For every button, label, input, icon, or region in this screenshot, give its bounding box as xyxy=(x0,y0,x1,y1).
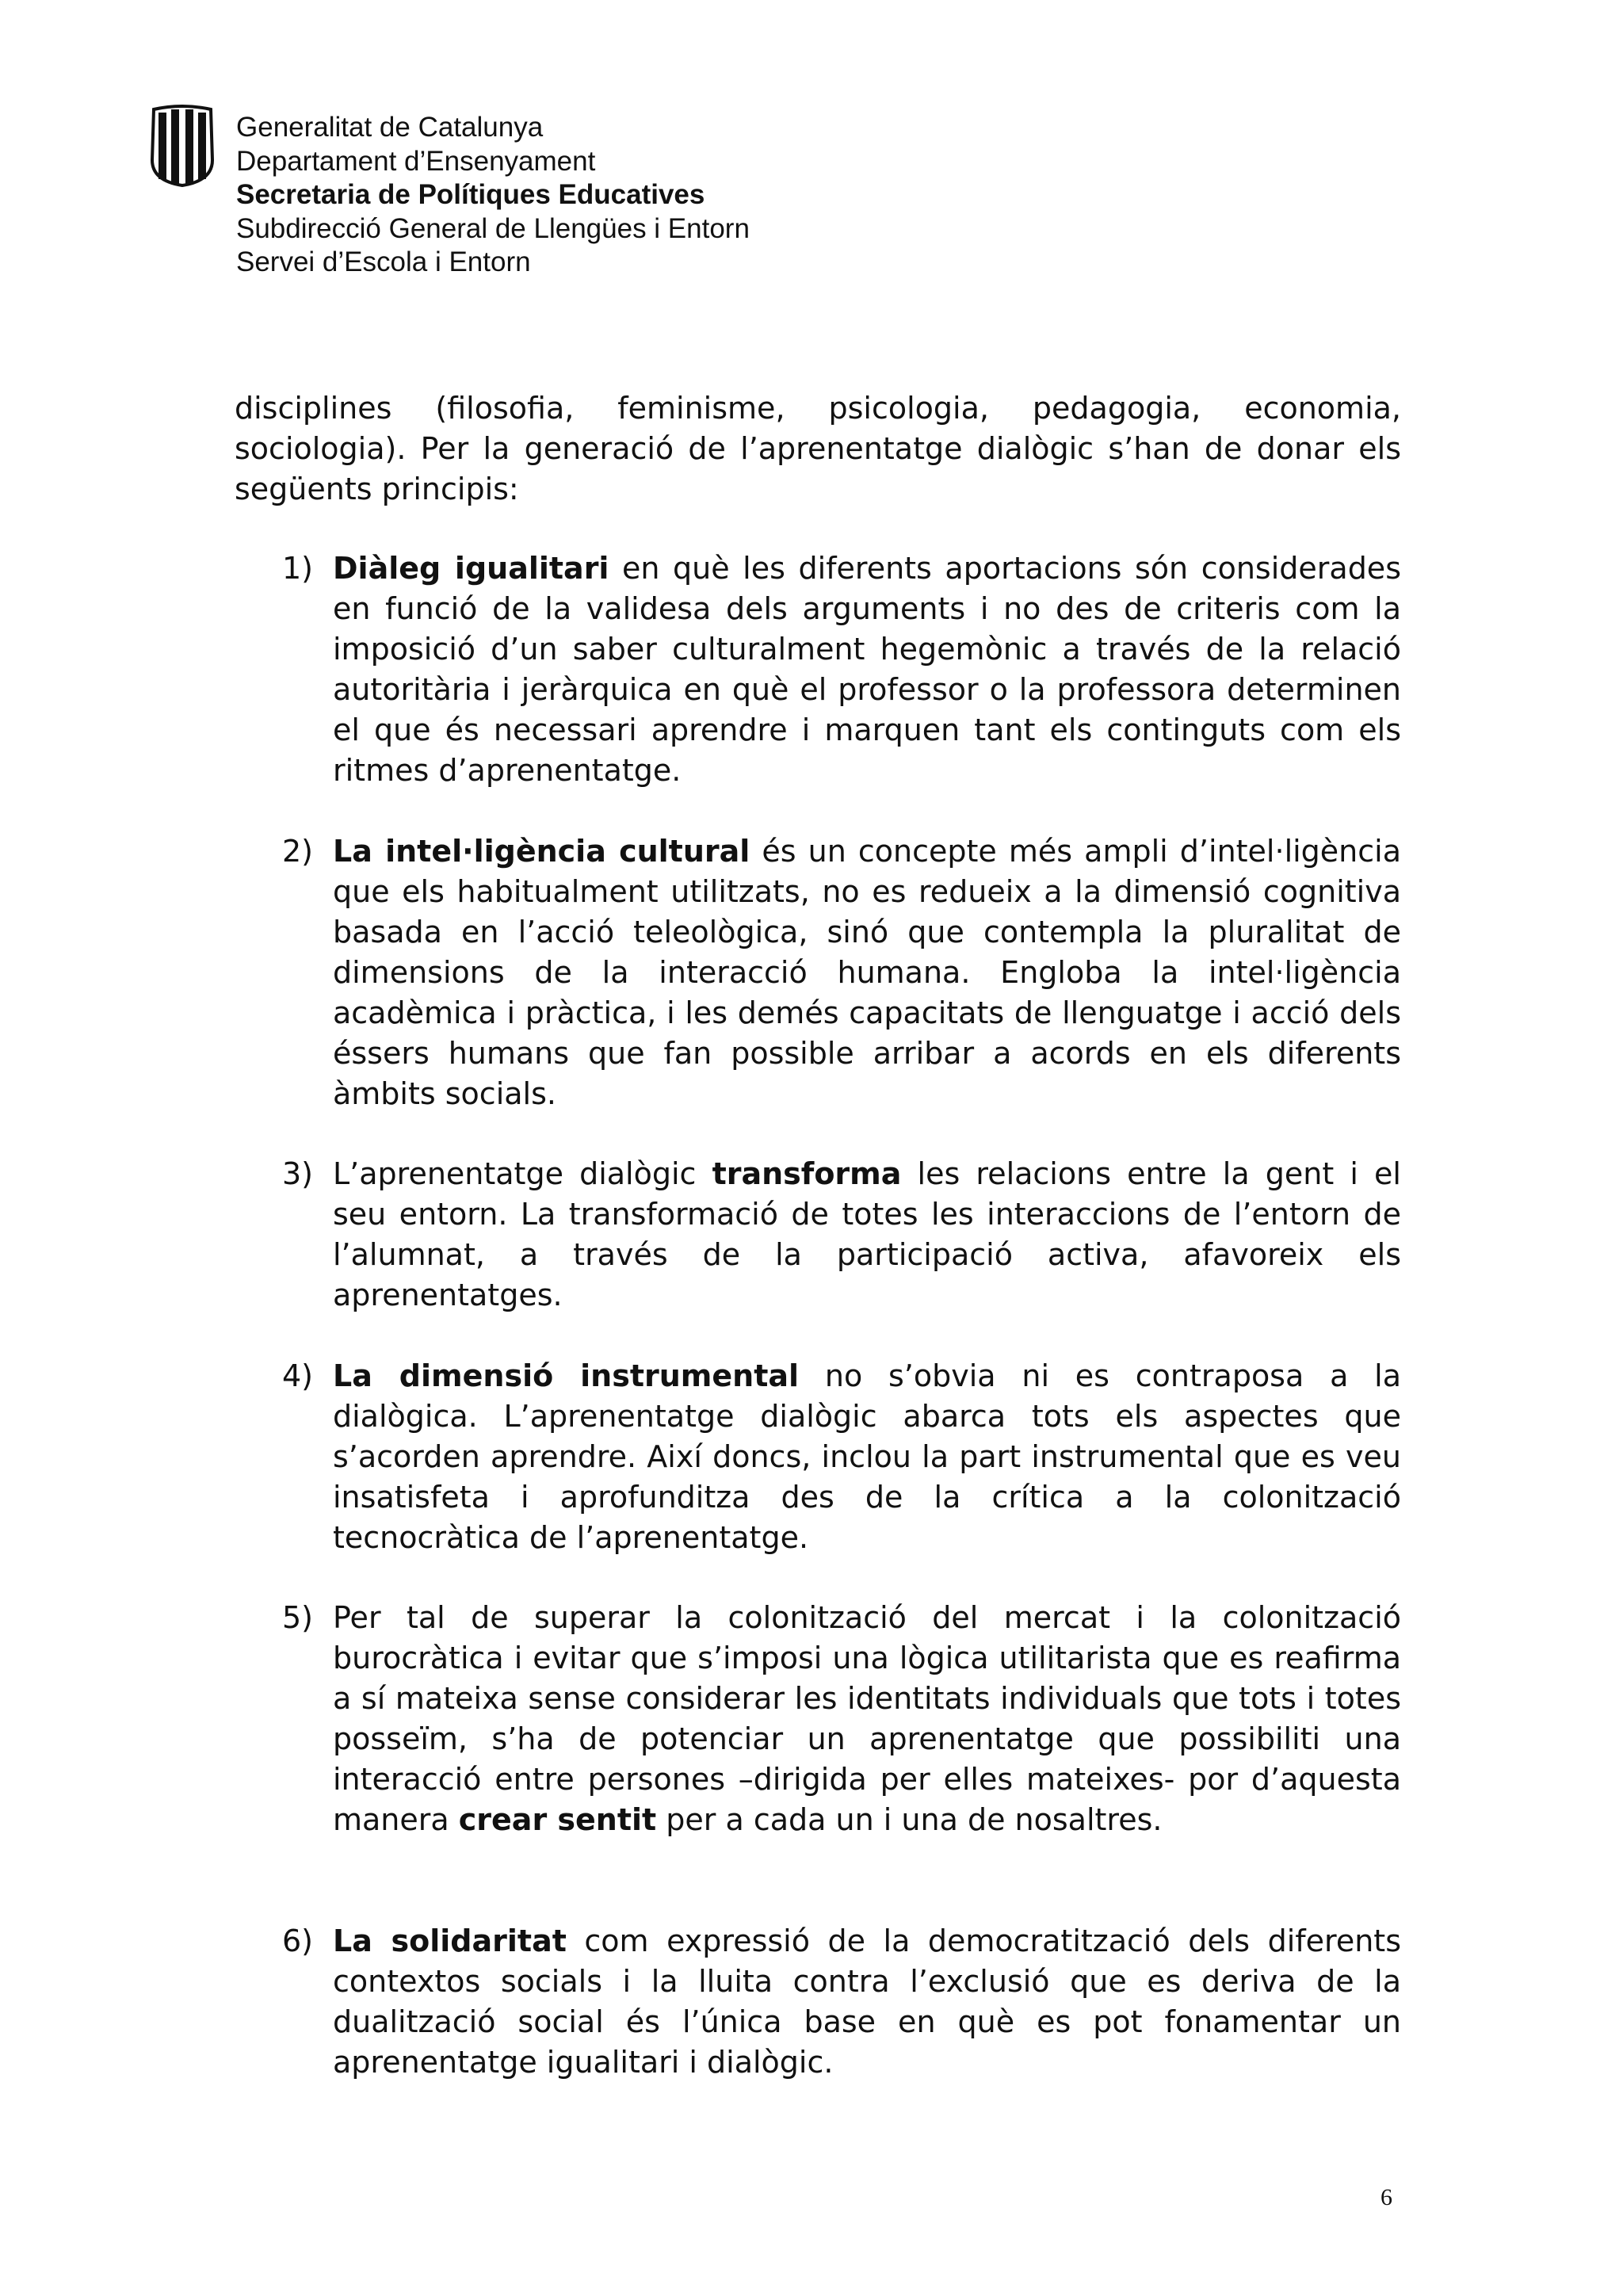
list-item xyxy=(282,1154,1401,1316)
key-term: La solidaritat xyxy=(333,1924,567,1958)
key-term: transforma xyxy=(712,1156,902,1191)
list-item xyxy=(282,1598,1401,1840)
list-item-text: La intel·ligència cultural és un concepte més ampli d’intel·ligència que els habitualment utilitzats, no es redueix a la dimensió cognitiva basada en l’acció teleològica, sinó que contempla la pluralitat de dimensions de la interacció humana. Engloba la intel·ligència acadèmica i pràctica, i les demés capacitats de llenguatge i acció dels éssers humans que fan possible arribar a acords en els diferents àmbits socials. xyxy=(333,834,1401,1111)
key-term: crear sentit xyxy=(458,1802,657,1837)
list-item xyxy=(282,831,1401,1114)
intro-paragraph: disciplines (filosofia, feminisme, psicologia, pedagogia, economia, sociologia). Per la generació de l’aprenentatge dialògic s’han de donar els següents principis: xyxy=(235,391,1401,506)
list-item-number: 1) xyxy=(282,551,314,586)
list-item xyxy=(282,548,1401,791)
list-item-text: La dimensió instrumental no s’obvia ni es contraposa a la dialògica. L’aprenentatge dialògic abarca tots els aspectes que s’acorden aprendre. Així doncs, inclou la part instrumental que es veu insatisfeta i aprofunditza des de la crítica a la colonització tecnocràtica de l’aprenentatge. xyxy=(333,1358,1401,1555)
header-line-institution: Generalitat de Catalunya xyxy=(236,112,544,143)
key-term: Diàleg igualitari xyxy=(333,551,609,586)
key-term: La dimensió instrumental xyxy=(333,1358,800,1393)
header-line-service: Servei d’Escola i Entorn xyxy=(236,246,531,277)
list-item xyxy=(282,1921,1401,2083)
list-item-number: 4) xyxy=(282,1358,314,1393)
header-line-subdirectorate: Subdirecció General de Llengües i Entorn xyxy=(236,212,750,244)
list-item-text: Per tal de superar la colonització del mercat i la colonització burocràtica i evitar que s’imposi una lògica utilitarista que es reafirma a sí mateixa sense considerar les identitats individuals que tots i totes posseïm, s’ha de potenciar un aprenentatge que possibiliti una interacció entre persones –dirigida per elles mateixes- por d’aquesta manera crear sentit per a cada un i una de nosaltres. xyxy=(333,1600,1401,1837)
list-item-text: Diàleg igualitari en què les diferents aportacions són considerades en funció de la validesa dels arguments i no des de criteris com la imposició d’un saber culturalment hegemònic a través de la relació autoritària i jeràrquica en què el professor o la professora determinen el que és necessari aprendre i marquen tant els continguts com els ritmes d’aprenentatge. xyxy=(333,551,1401,788)
list-item xyxy=(282,1356,1401,1558)
list-item-text: L’aprenentatge dialògic transforma les relacions entre la gent i el seu entorn. La transformació de totes les interaccions de l’entorn de l’alumnat, a través de la participació activa, afavoreix els aprenentatges. xyxy=(333,1156,1401,1312)
header-line-department: Departament d’Ensenyament xyxy=(236,145,596,177)
list-item-number: 3) xyxy=(282,1156,314,1191)
generalitat-emblem-icon xyxy=(147,105,217,187)
page-number: 6 xyxy=(1381,2184,1392,2210)
list-item-number: 6) xyxy=(282,1924,314,1958)
list-item-text: La solidaritat com expressió de la democratització dels diferents contextos socials i la lluita contra l’exclusió que es deriva de la dualització social és l’única base en què es pot fonamentar un aprenentatge igualitari i dialògic. xyxy=(333,1924,1401,2080)
header-line-secretariat: Secretaria de Polítiques Educatives xyxy=(236,179,705,210)
key-term: La intel·ligència cultural xyxy=(333,834,750,869)
list-item-number: 2) xyxy=(282,834,314,869)
list-item-number: 5) xyxy=(282,1600,314,1635)
